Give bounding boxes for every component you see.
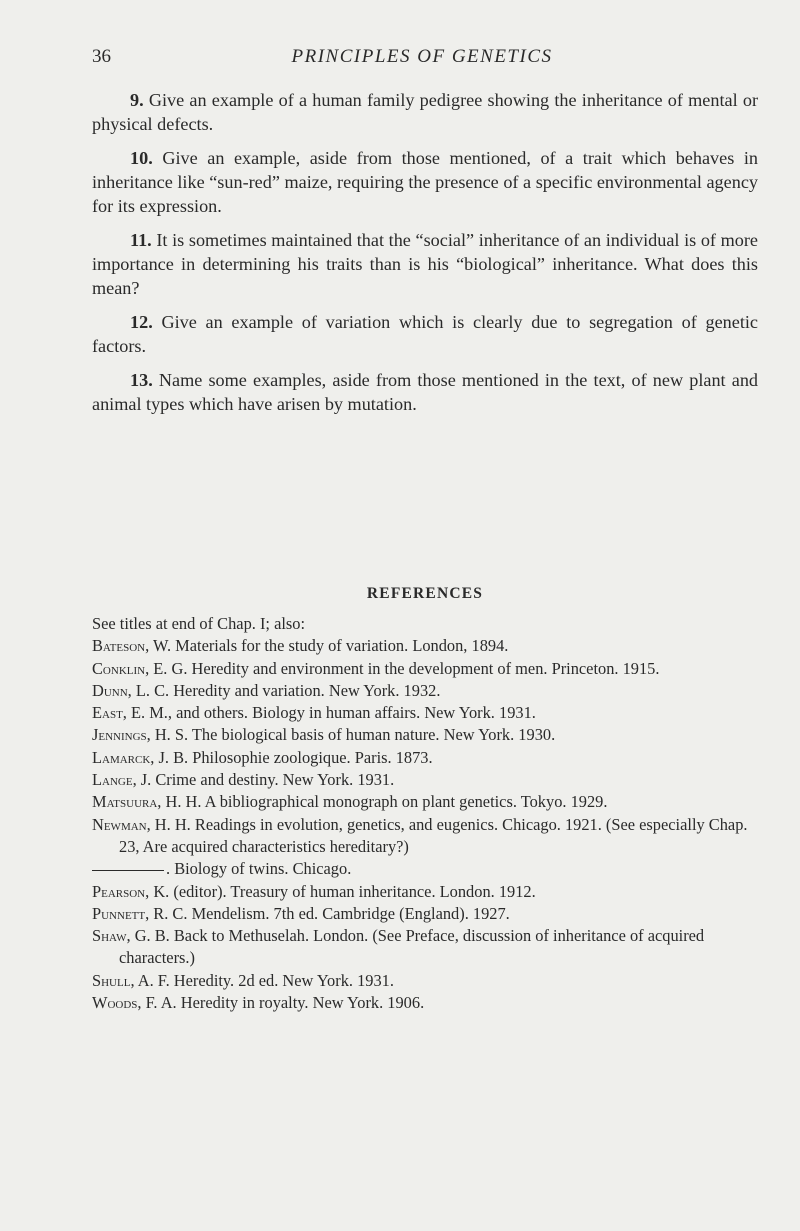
references-list xyxy=(92,613,760,1014)
running-head xyxy=(92,46,752,72)
question-item: 10. Give an example, aside from those mentioned, of a trait which behaves in inheritance like “sun-red” maize, requiring the presence of a specific environmental agency for its expression. xyxy=(92,148,758,216)
question-item: 12. Give an example of variation which is clearly due to segregation of genetic factors. xyxy=(92,312,759,356)
reference-item: Jennings, H. S. The biological basis of human nature. New York. 1930. xyxy=(92,725,556,745)
reference-item: . Biology of twins. Chicago. xyxy=(92,858,760,880)
reference-item: Pearson, K. (editor). Treasury of human inheritance. London. 1912. xyxy=(92,881,536,901)
references-intro: See titles at end of Chap. I; also: xyxy=(92,614,306,633)
references-heading: REFERENCES xyxy=(366,585,484,602)
question-item: 13. Name some examples, aside from those mentioned in the text, of new plant and animal types which have arisen by mutation. xyxy=(92,370,759,414)
reference-item: East, E. M., and others. Biology in human affairs. New York. 1931. xyxy=(92,703,536,723)
reference-item: Bateson, W. Materials for the study of variation. London, 1894. xyxy=(92,636,509,656)
ditto-dash xyxy=(92,870,164,871)
question-item: 11. It is sometimes maintained that the “social” inheritance of an individual is of more importance in determining his traits than is his “biological” inheritance. What does this mean? xyxy=(92,230,758,298)
running-title: PRINCIPLES OF GENETICS xyxy=(291,46,553,67)
reference-item: Newman, H. H. Readings in evolution, genetics, and eugenics. Chicago. 1921. (See especially Chap. 23, Are acquired characteristics hereditary?) xyxy=(92,814,748,856)
reference-item: Shaw, G. B. Back to Methuselah. London. (See Preface, discussion of inheritance of acquired characters.) xyxy=(92,926,705,968)
reference-item: Lange, J. Crime and destiny. New York. 1931. xyxy=(92,770,395,790)
reference-item: Punnett, R. C. Mendelism. 7th ed. Cambridge (England). 1927. xyxy=(92,903,510,923)
reference-item: Shull, A. F. Heredity. 2d ed. New York. 1931. xyxy=(92,970,394,990)
reference-item: Matsuura, H. H. A bibliographical monograph on plant genetics. Tokyo. 1929. xyxy=(92,792,608,812)
questions-list xyxy=(92,88,758,426)
page-number: 36 xyxy=(92,46,111,67)
reference-item: Lamarck, J. B. Philosophie zoologique. Paris. 1873. xyxy=(92,747,433,767)
reference-item: Dunn, L. C. Heredity and variation. New York. 1932. xyxy=(92,680,441,700)
reference-item: Woods, F. A. Heredity in royalty. New York. 1906. xyxy=(92,993,425,1013)
question-item: 9. Give an example of a human family pedigree showing the inheritance of mental or physical defects. xyxy=(92,90,759,134)
reference-item: Conklin, E. G. Heredity and environment in the development of men. Princeton. 1915. xyxy=(92,658,660,678)
